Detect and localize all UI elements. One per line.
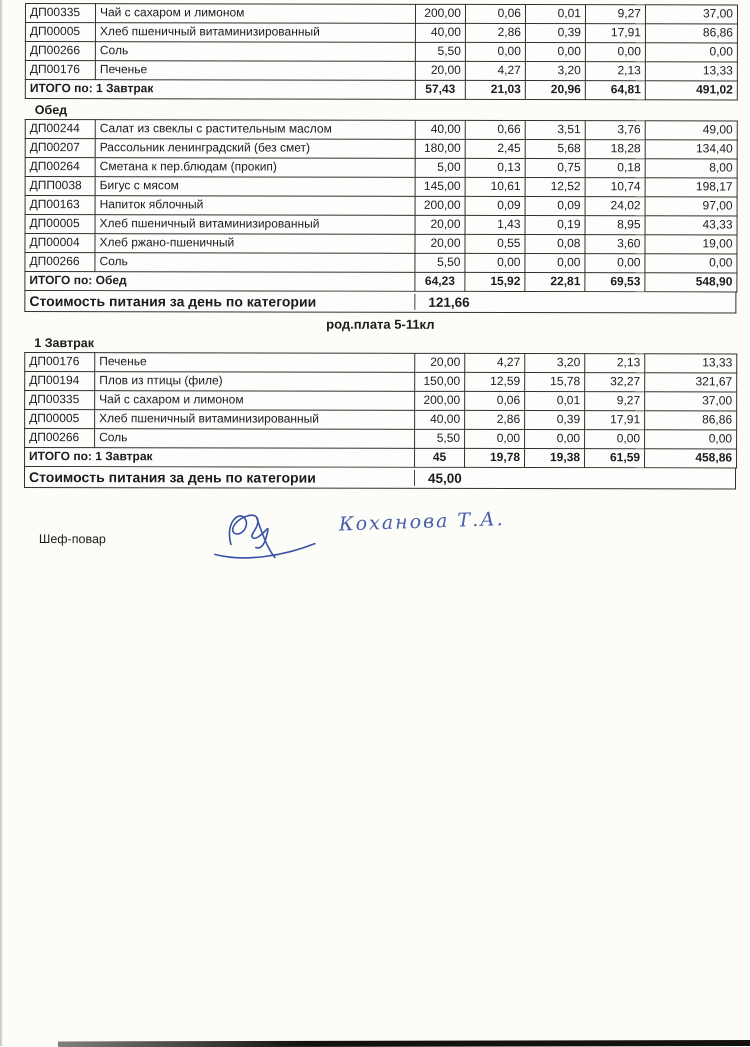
total-value: 15,92 (465, 272, 525, 291)
dish-value: 17,91 (585, 411, 645, 430)
dish-value: 12,52 (525, 178, 585, 197)
table-row (25, 372, 737, 392)
dish-value: 2,45 (465, 139, 525, 158)
dish-value: 3,20 (525, 62, 585, 81)
table-row (25, 4, 737, 24)
dish-value: 0,00 (645, 43, 737, 62)
dish-value: 0,00 (465, 429, 525, 448)
day-cost-label: Стоимость питания за день по категории (25, 469, 415, 486)
table-row (25, 391, 737, 411)
dish-value: 0,00 (645, 254, 737, 273)
dish-value: 3,51 (525, 121, 585, 140)
dish-name: Чай с сахаром и лимоном (95, 391, 415, 411)
total-label: ИТОГО по: 1 Завтрак (25, 80, 415, 100)
dish-value: 20,00 (415, 61, 465, 80)
dish-value: 200,00 (415, 196, 465, 215)
total-value: 20,96 (525, 81, 585, 100)
scan-left-edge-artifact (0, 0, 3, 1046)
dish-code: ДП00004 (25, 234, 95, 253)
total-row (25, 80, 737, 100)
dish-value: 17,91 (585, 24, 645, 43)
dish-value: 40,00 (415, 120, 465, 139)
dish-value: 321,67 (645, 373, 737, 392)
total-row (25, 448, 737, 468)
dish-code: ДП00005 (25, 23, 95, 42)
dish-value: 0,00 (525, 430, 585, 449)
total-value: 61,59 (585, 449, 645, 468)
dish-name: Сметана к пер.блюдам (прокип) (95, 158, 415, 178)
dish-code: ДП00163 (25, 196, 95, 215)
dish-value: 0,06 (465, 4, 525, 23)
dish-name: Соль (95, 253, 415, 273)
table-row (25, 177, 737, 197)
dish-value: 2,86 (465, 23, 525, 42)
dish-name: Соль (95, 42, 415, 62)
dish-value: 0,66 (465, 120, 525, 139)
dish-name: Напиток яблочный (95, 196, 415, 216)
dish-value: 0,39 (525, 24, 585, 43)
table-row (25, 410, 737, 430)
dish-value: 5,00 (415, 158, 465, 177)
table-row (25, 215, 737, 235)
dish-value: 49,00 (645, 121, 737, 140)
dish-value: 0,09 (465, 196, 525, 215)
dish-value: 3,60 (585, 235, 645, 254)
dish-name: Хлеб пшеничный витаминизированный (95, 410, 415, 430)
total-label: ИТОГО по: Обед (25, 272, 415, 292)
dish-code: ДП00194 (25, 372, 95, 391)
dish-code: ДП00176 (25, 353, 95, 372)
dish-value: 9,27 (585, 5, 645, 24)
dish-value: 0,09 (525, 197, 585, 216)
dish-value: 13,33 (645, 62, 737, 81)
total-value: 19,78 (465, 448, 525, 467)
dish-value: 86,86 (645, 411, 737, 430)
dish-value: 8,95 (585, 216, 645, 235)
signature-area (24, 508, 736, 653)
day-cost-value: 121,66 (428, 294, 470, 310)
dish-code: ДП00176 (25, 61, 95, 80)
dish-value: 1,43 (465, 215, 525, 234)
total-value: 548,90 (645, 273, 737, 292)
dish-value: 5,68 (525, 140, 585, 159)
total-value: 21,03 (465, 80, 525, 99)
total-value: 491,02 (645, 81, 737, 100)
total-value: 19,38 (525, 449, 585, 468)
dish-value: 0,01 (525, 5, 585, 24)
document-content (24, 3, 737, 653)
menu-table-breakfast-paid (24, 352, 737, 468)
dish-value: 180,00 (415, 139, 465, 158)
dish-value: 0,00 (585, 254, 645, 273)
dish-value: 37,00 (645, 5, 737, 24)
section-header-breakfast-2: 1 Завтрак (34, 336, 95, 351)
dish-code: ДП00266 (25, 429, 95, 448)
total-value: 458,86 (645, 449, 737, 468)
table-row (25, 158, 737, 178)
dish-code: ДП00207 (25, 139, 95, 158)
total-value: 22,81 (525, 273, 585, 292)
chef-label: Шеф-повар (38, 532, 106, 547)
day-cost-value: 45,00 (427, 470, 462, 486)
total-value: 64,23 (415, 272, 465, 291)
dish-value: 0,08 (525, 235, 585, 254)
total-label: ИТОГО по: 1 Завтрак (25, 448, 415, 468)
dish-name: Чай с сахаром и лимоном (95, 4, 415, 24)
table-row (25, 253, 737, 273)
dish-value: 0,75 (525, 159, 585, 178)
dish-value: 2,86 (465, 410, 525, 429)
table-row (25, 429, 737, 449)
dish-value: 4,27 (465, 61, 525, 80)
dish-value: 0,00 (585, 43, 645, 62)
day-cost-row (24, 291, 736, 313)
total-value: 69,53 (585, 273, 645, 292)
dish-value: 0,01 (525, 392, 585, 411)
total-row (25, 272, 737, 292)
dish-value: 150,00 (415, 372, 465, 391)
dish-value: 20,00 (415, 234, 465, 253)
dish-value: 200,00 (415, 4, 465, 23)
dish-value: 40,00 (415, 410, 465, 429)
dish-value: 0,19 (525, 216, 585, 235)
dish-name: Хлеб ржано-пшеничный (95, 234, 415, 254)
table-row (25, 139, 737, 159)
dish-name: Плов из птицы (филе) (95, 372, 415, 392)
table-row (25, 120, 737, 140)
dish-name: Хлеб пшеничный витаминизированный (95, 215, 415, 235)
dish-value: 0,55 (465, 234, 525, 253)
dish-value: 134,40 (645, 140, 737, 159)
signature-name: Коханова Т.А. (338, 508, 505, 536)
dish-value: 19,00 (645, 235, 737, 254)
dish-value: 0,00 (465, 253, 525, 272)
dish-value: 13,33 (645, 354, 737, 373)
dish-value: 18,28 (585, 140, 645, 159)
table-row (25, 42, 737, 62)
dish-value: 10,74 (585, 178, 645, 197)
dish-value: 20,00 (415, 215, 465, 234)
dish-code: ДП00266 (25, 253, 95, 272)
dish-value: 3,20 (525, 354, 585, 373)
dish-value: 43,33 (645, 216, 737, 235)
dish-name: Соль (95, 429, 415, 449)
dish-name: Бигус с мясом (95, 177, 415, 197)
dish-code: ДП00335 (25, 391, 95, 410)
table-row (25, 234, 737, 254)
dish-value: 20,00 (415, 353, 465, 372)
dish-value: 0,39 (525, 411, 585, 430)
day-cost-row (24, 467, 736, 489)
dish-value: 10,61 (465, 177, 525, 196)
menu-table-lunch (24, 119, 737, 292)
table-row (25, 196, 737, 216)
dish-value: 97,00 (645, 197, 737, 216)
dish-value: 0,00 (585, 430, 645, 449)
dish-code: ДП00335 (25, 4, 95, 23)
dish-name: Хлеб пшеничный витаминизированный (95, 23, 415, 43)
dish-value: 0,06 (465, 391, 525, 410)
total-value: 64,81 (585, 81, 645, 100)
dish-value: 0,13 (465, 158, 525, 177)
dish-value: 37,00 (645, 392, 737, 411)
dish-code: ДП00264 (25, 158, 95, 177)
dish-code: ДП00005 (25, 215, 95, 234)
dish-value: 8,00 (645, 159, 737, 178)
dish-value: 5,50 (415, 42, 465, 61)
dish-value: 198,17 (645, 178, 737, 197)
dish-value: 32,27 (585, 373, 645, 392)
dish-value: 145,00 (415, 177, 465, 196)
dish-value: 12,59 (465, 372, 525, 391)
dish-code: ДП00005 (25, 410, 95, 429)
dish-value: 5,50 (415, 253, 465, 272)
table-row (25, 61, 737, 81)
dish-name: Салат из свеклы с растительным маслом (95, 120, 415, 140)
table-row (25, 23, 737, 43)
dish-value: 200,00 (415, 391, 465, 410)
dish-value: 0,18 (585, 159, 645, 178)
dish-value: 0,00 (525, 254, 585, 273)
dish-code: ДП00244 (25, 120, 95, 139)
dish-value: 5,50 (415, 429, 465, 448)
dish-name: Печенье (95, 61, 415, 81)
dish-code: ДПП0038 (25, 177, 95, 196)
dish-value: 0,00 (525, 43, 585, 62)
dish-value: 86,86 (645, 24, 737, 43)
dish-value: 2,13 (585, 354, 645, 373)
dish-value: 15,78 (525, 373, 585, 392)
dish-value: 0,00 (645, 430, 737, 449)
dish-value: 0,00 (465, 42, 525, 61)
dish-value: 9,27 (585, 392, 645, 411)
table-row (25, 353, 737, 373)
dish-value: 2,13 (585, 62, 645, 81)
category-header: род.плата 5-11кл (326, 316, 435, 332)
day-cost-label: Стоимость питания за день по категории (25, 293, 415, 310)
dish-value: 3,76 (585, 121, 645, 140)
menu-table-breakfast (25, 3, 738, 100)
dish-name: Рассольник ленинградский (без смет) (95, 139, 415, 159)
section-header-lunch: Обед (34, 103, 68, 118)
dish-name: Печенье (95, 353, 415, 373)
dish-value: 24,02 (585, 197, 645, 216)
dish-code: ДП00266 (25, 42, 95, 61)
total-value: 57,43 (415, 80, 465, 99)
total-value: 45 (415, 448, 465, 467)
dish-value: 40,00 (415, 23, 465, 42)
dish-value: 4,27 (465, 353, 525, 372)
